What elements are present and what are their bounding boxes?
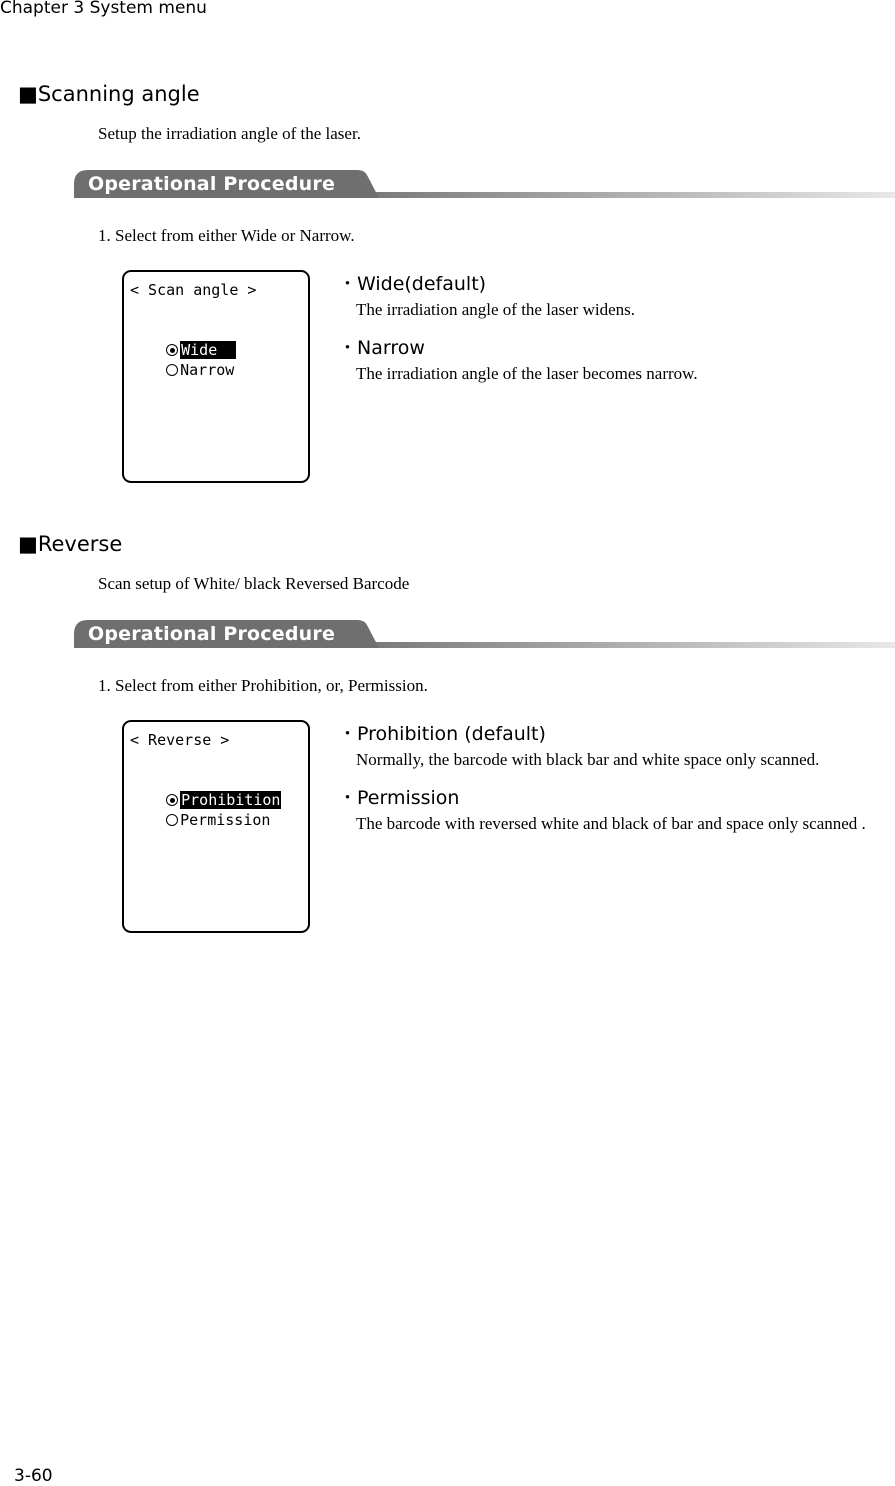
screen-option-permission[interactable] xyxy=(130,790,270,850)
device-screen-scan-angle xyxy=(122,270,310,483)
section-description-scanning-angle: Setup the irradiation angle of the laser. xyxy=(98,124,361,143)
procedure-step: 1. Select from either Prohibition, or, Permission. xyxy=(98,676,428,695)
option-description-prohibition: Normally, the barcode with black bar and white space only scanned. xyxy=(356,750,820,769)
chapter-header: Chapter 3 System menu xyxy=(0,0,207,18)
radio-unselected-icon xyxy=(166,814,178,826)
option-title-prohibition: ・Prohibition (default) xyxy=(338,723,546,745)
screen-option-label: Prohibition xyxy=(181,791,281,809)
section-title-reverse: ■Reverse xyxy=(18,532,123,556)
screen-title: < Reverse > xyxy=(130,731,230,749)
operational-procedure-banner xyxy=(74,170,895,198)
radio-unselected-icon xyxy=(166,364,178,376)
option-description-permission: The barcode with reversed white and black of bar and space only scanned . xyxy=(356,814,866,833)
option-title-narrow: ・Narrow xyxy=(338,337,425,359)
procedure-banner-label: Operational Procedure xyxy=(88,173,336,195)
screen-option-label: Narrow xyxy=(180,361,235,379)
page-number: 3-60 xyxy=(14,1466,53,1486)
operational-procedure-banner xyxy=(74,620,895,648)
section-description-reverse: Scan setup of White/ black Reversed Barcode xyxy=(98,574,410,593)
section-title-scanning-angle: ■Scanning angle xyxy=(18,82,200,106)
screen-title: < Scan angle > xyxy=(130,281,257,299)
screen-option-label: Permission xyxy=(180,811,271,829)
option-description-wide: The irradiation angle of the laser widens. xyxy=(356,300,635,319)
procedure-step: 1. Select from either Wide or Narrow. xyxy=(98,226,355,245)
option-title-wide: ・Wide(default) xyxy=(338,273,487,295)
procedure-banner-label: Operational Procedure xyxy=(88,623,336,645)
device-screen-reverse xyxy=(122,720,310,933)
option-description-narrow: The irradiation angle of the laser becomes narrow. xyxy=(356,364,698,383)
option-title-permission: ・Permission xyxy=(338,787,460,809)
screen-option-label: Wide xyxy=(181,341,236,359)
screen-option-narrow[interactable] xyxy=(130,340,234,400)
